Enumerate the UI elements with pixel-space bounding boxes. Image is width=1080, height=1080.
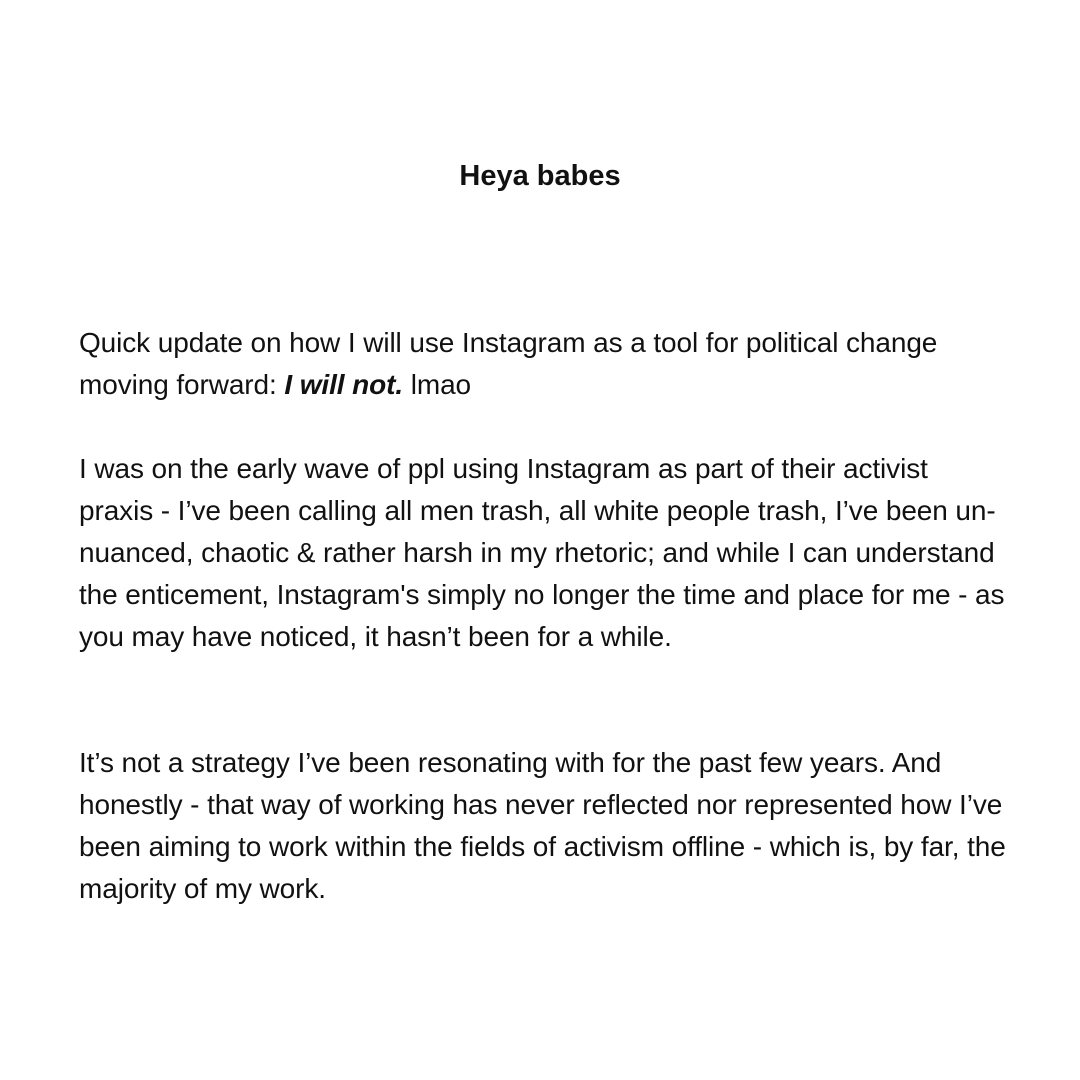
paragraph-3: It’s not a strategy I’ve been resonating with for the past few years. And honestly - that way of working has never reflected nor represented how I’ve been aiming to work within the fields of activism offline - which is, by far, the majority of my work. xyxy=(79,747,1006,904)
paragraph-1 xyxy=(79,322,1009,406)
paragraph-2: I was on the early wave of ppl using Instagram as part of their activist praxis - I’ve been calling all men trash, all white people trash, I’ve been un-nuanced, chaotic & rather harsh in my rhetoric; and while I can understand the enticement, Instagram's simply no longer the time and place for me - as you may have noticed, it hasn’t been for a while. xyxy=(79,453,1005,652)
post-title: Heya babes xyxy=(459,160,621,192)
paragraph-1-text: Quick update on how I will use Instagram as a tool for political change moving forward: xyxy=(79,327,938,400)
paragraph-1-trailing-text: lmao xyxy=(403,369,472,400)
paragraph-1-emphasis: I will not. xyxy=(284,369,404,400)
